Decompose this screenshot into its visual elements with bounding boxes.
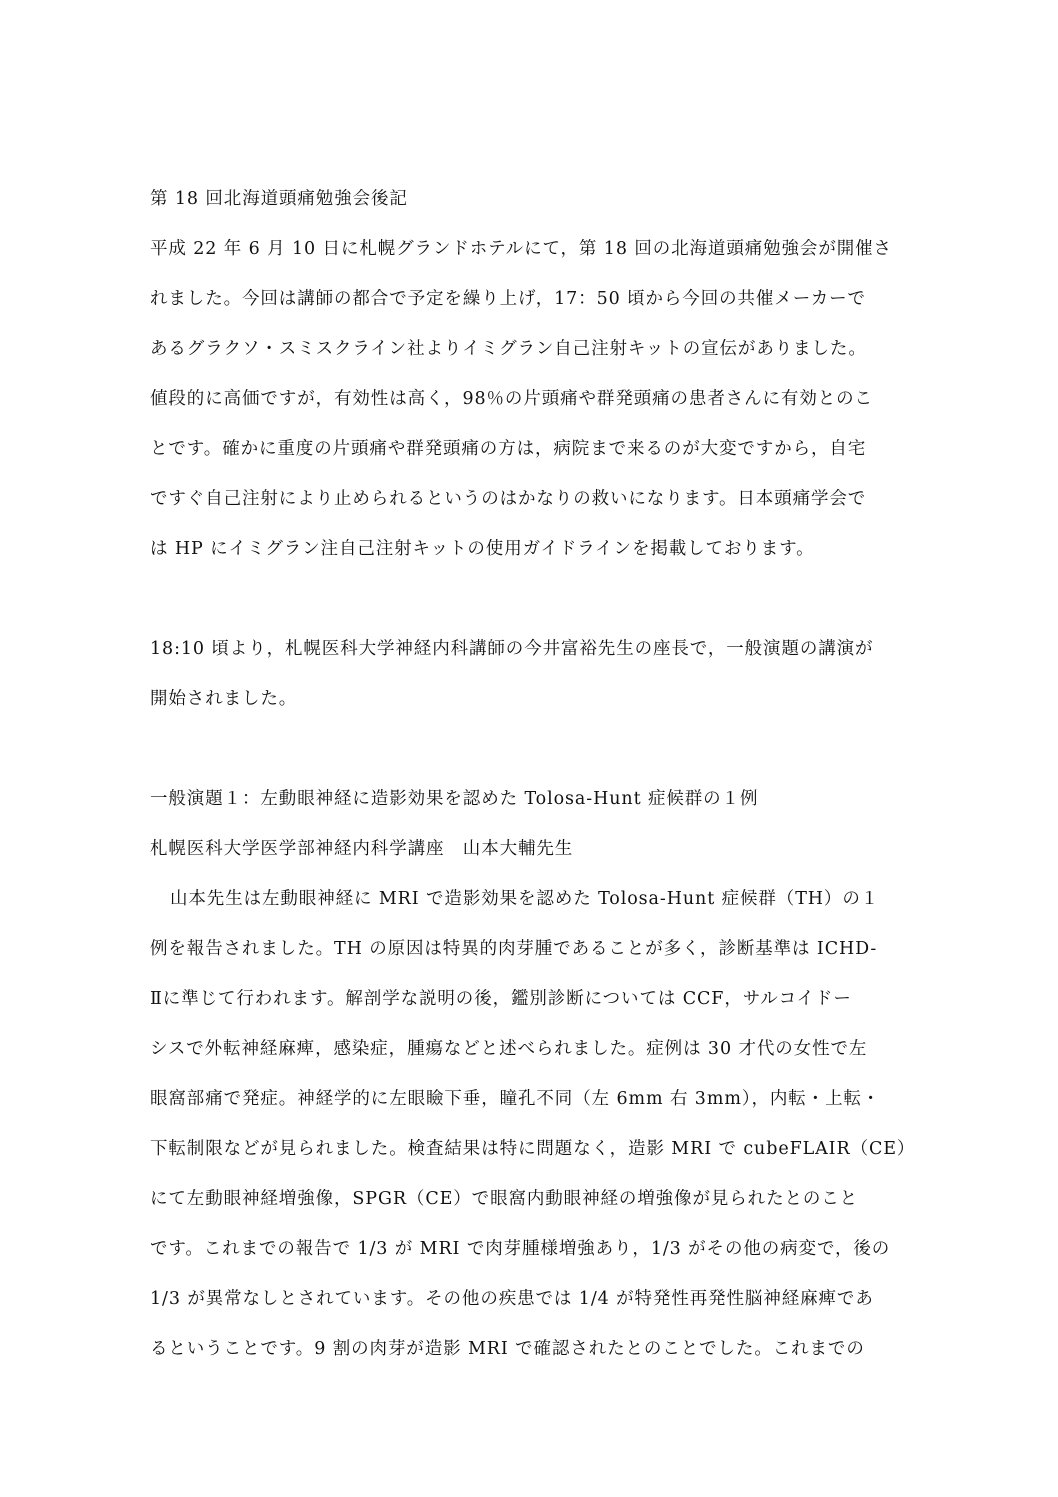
talk1-body-line: です。これまでの報告で 1/3 が MRI で肉芽腫様増強あり，1/3 がその他の病変で，後の: [150, 1239, 891, 1259]
talk1-body-line: Ⅱに準じて行われます。解剖学な説明の後，鑑別診断については CCF，サルコイドー: [150, 989, 852, 1009]
talk1-body-line: 山本先生は左動眼神経に MRI で造影効果を認めた Tolosa-Hunt 症候群（TH）の１: [170, 889, 880, 909]
talk1-body-line: るということです。9 割の肉芽が造影 MRI で確認されたとのことでした。これまでの: [150, 1339, 865, 1359]
intro-paragraph-line: 値段的に高価ですが，有効性は高く，98％の片頭痛や群発頭痛の患者さんに有効とのこ: [150, 389, 873, 409]
talk1-body-line: 眼窩部痛で発症。神経学的に左眼瞼下垂，瞳孔不同（左 6mm 右 3mm），内転・上転・: [150, 1089, 881, 1109]
talk1-body-line: にて左動眼神経増強像，SPGR（CE）で眼窩内動眼神経の増強像が見られたとのこと: [150, 1189, 859, 1209]
talk1-speaker: 札幌医科大学医学部神経内科学講座 山本大輔先生: [150, 839, 574, 859]
intro-paragraph-line: れました。今回は講師の都合で予定を繰り上げ，17：50 頃から今回の共催メーカーで: [150, 289, 866, 309]
intro-paragraph-line: は HP にイミグラン注自己注射キットの使用ガイドラインを掲載しております。: [150, 539, 815, 559]
intro-paragraph-line: ですぐ自己注射により止められるというのはかなりの救いになります。日本頭痛学会で: [150, 489, 867, 509]
intro-paragraph-line: とです。確かに重度の片頭痛や群発頭痛の方は，病院まで来るのが大変ですから，自宅: [150, 439, 867, 459]
talk1-body-line: 例を報告されました。TH の原因は特異的肉芽腫であることが多く，診断基準は ICHD-: [150, 939, 878, 959]
session-paragraph-line: 開始されました。: [150, 689, 298, 709]
talk1-body-line: シスで外転神経麻痺，感染症，腫瘍などと述べられました。症例は 30 才代の女性で左: [150, 1039, 868, 1059]
talk1-body-line: 下転制限などが見られました。検査結果は特に問題なく，造影 MRI で cubeFLAIR（CE）: [150, 1139, 916, 1159]
session-paragraph-line: 18:10 頃より，札幌医科大学神経内科講師の今井富裕先生の座長で，一般演題の講演が: [150, 639, 874, 659]
intro-paragraph-line: あるグラクソ・スミスクライン社よりイミグラン自己注射キットの宣伝がありました。: [150, 339, 867, 359]
document-title: 第 18 回北海道頭痛勉強会後記: [150, 189, 408, 209]
talk1-heading: 一般演題１：左動眼神経に造影効果を認めた Tolosa-Hunt 症候群の１例: [150, 789, 759, 809]
intro-paragraph-line: 平成 22 年 6 月 10 日に札幌グランドホテルにて，第 18 回の北海道頭痛勉強会が開催さ: [150, 239, 892, 259]
talk1-body-line: 1/3 が異常なしとされています。その他の疾患では 1/4 が特発性再発性脳神経麻痺であ: [150, 1289, 874, 1309]
